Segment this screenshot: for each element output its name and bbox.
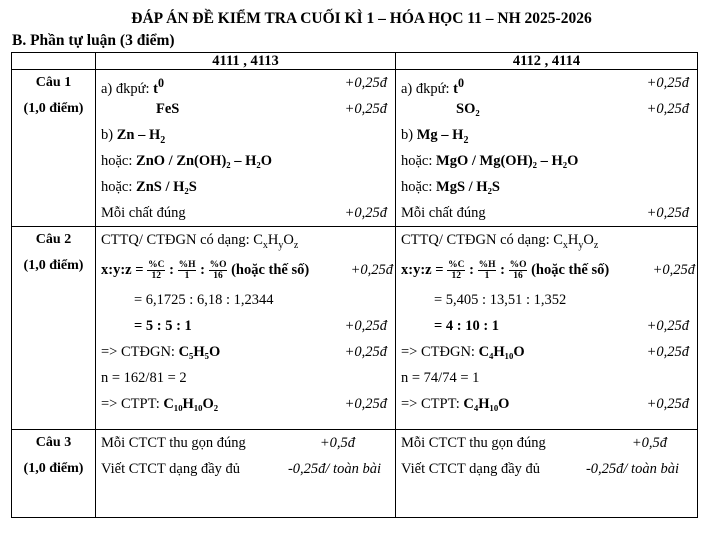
fraction-o (209, 260, 228, 281)
points: +0,25đ (350, 262, 393, 278)
fraction-numerator: %C (148, 260, 165, 271)
condition-value: t (153, 80, 158, 97)
fraction-numerator: %C (448, 260, 465, 271)
fraction-numerator: %H (178, 260, 196, 271)
fraction-o (509, 260, 528, 281)
section-title: B. Phần tự luận (3 điểm) (12, 32, 175, 49)
product-formula: SO₂ (456, 101, 480, 117)
header-empty-cell (12, 53, 96, 70)
each-correct-text: Mỗi chất đúng (401, 205, 486, 221)
ctdgn-formula: C₅H₅O (178, 344, 221, 360)
alt-formula: MgO / Mg(OH)₂ – H₂O (436, 153, 579, 169)
points: +0,25đ (652, 262, 695, 278)
question-score: (1,0 điểm) (23, 258, 84, 273)
general-formula-label: CTTQ/ CTĐGN có dạng: C (101, 232, 263, 248)
ratio-values: = 5,405 : 13,51 : 1,352 (434, 292, 567, 308)
ratio-simplified: = 4 : 10 : 1 (434, 318, 500, 334)
alt-formula: ZnO / Zn(OH)₂ – H₂O (136, 153, 273, 169)
points: +0,5đ (631, 435, 667, 451)
full-ctct-text: Viết CTCT dạng đầy đủ (401, 461, 541, 477)
header-left-codes: 4111 , 4113 (96, 53, 396, 70)
points: +0,25đ (344, 101, 387, 117)
part-b-pair: Mg – H (416, 127, 464, 143)
formula-sub-z: z (293, 239, 299, 251)
points: +0,5đ (319, 435, 355, 451)
question-1-right-answer (396, 70, 698, 227)
formula-sub-x: x (262, 239, 268, 251)
ctdgn-formula: C₄H₁₀O (478, 344, 525, 360)
points: +0,25đ (646, 75, 689, 91)
fraction-denominator: 1 (484, 271, 490, 282)
points: +0,25đ (344, 396, 387, 412)
fraction-denominator: 12 (151, 271, 162, 282)
fraction-denominator: 16 (513, 271, 523, 282)
document-title: ĐÁP ÁN ĐỀ KIỂM TRA CUỐI KÌ 1 – HÓA HỌC 11 – NH 2025-2026 (131, 10, 592, 27)
ratio-simplified: = 5 : 5 : 1 (134, 318, 192, 334)
question-3-label-cell (12, 430, 96, 518)
fraction-h (178, 260, 197, 281)
full-ctct-text: Viết CTCT dạng đầy đủ (101, 461, 241, 477)
question-1-row (12, 70, 698, 227)
points: +0,25đ (646, 205, 689, 221)
question-3-right-answer (396, 430, 698, 518)
fraction-c (447, 260, 465, 281)
fraction-c (147, 260, 165, 281)
formula-h: H (567, 232, 579, 248)
answer-table (11, 52, 698, 518)
points: +0,25đ (646, 318, 689, 334)
points: +0,25đ (344, 344, 387, 360)
fraction-numerator: %O (209, 260, 227, 271)
fraction-numerator: %O (509, 260, 527, 271)
each-ctct-text: Mỗi CTCT thu gọn đúng (401, 435, 546, 451)
ratio-label: x:y:z = (101, 262, 148, 278)
question-2-row (12, 227, 698, 430)
question-label: Câu 1 (35, 75, 72, 90)
alt-formula: MgS / H₂S (436, 179, 500, 195)
question-3-row (12, 430, 698, 518)
product-formula: FeS (156, 101, 180, 117)
ctdgn-label: => CTĐGN: (101, 344, 179, 360)
points: +0,25đ (344, 205, 387, 221)
condition-label: a) đkpứ: (101, 80, 154, 97)
ratio-label: x:y:z = (401, 262, 448, 278)
question-score: (1,0 điểm) (23, 101, 84, 116)
formula-h: H (267, 232, 279, 248)
question-3-left-answer (96, 430, 396, 518)
formula-o: O (583, 232, 594, 248)
part-b-sub: 2 (160, 134, 166, 146)
condition-label: a) đkpứ: (401, 80, 454, 97)
points: +0,25đ (646, 344, 689, 360)
formula-sub-y: y (578, 239, 584, 251)
condition-sup: 0 (158, 76, 165, 90)
general-formula-label: CTTQ/ CTĐGN có dạng: C (401, 232, 563, 248)
alt-label: hoặc: (401, 153, 437, 169)
alt-label: hoặc: (401, 179, 437, 195)
points: +0,25đ (344, 75, 387, 91)
ratio-values: = 6,1725 : 6,18 : 1,2344 (134, 292, 274, 308)
ctpt-formula: C₁₀H₁₀O₂ (163, 396, 219, 412)
ratio-note: (hoặc thế số) (527, 262, 610, 278)
ctdgn-label: => CTĐGN: (401, 344, 479, 360)
formula-o: O (283, 232, 294, 248)
part-b-label: b) (101, 127, 117, 143)
condition-sup: 0 (458, 76, 465, 90)
points: +0,25đ (646, 101, 689, 117)
question-1-left-answer (96, 70, 396, 227)
n-calculation: n = 74/74 = 1 (401, 370, 480, 386)
fraction-h (478, 260, 497, 281)
formula-sub-z: z (593, 239, 599, 251)
penalty: -0,25đ/ toàn bài (287, 461, 381, 477)
question-score: (1,0 điểm) (23, 461, 84, 476)
each-correct-text: Mỗi chất đúng (101, 205, 186, 221)
each-ctct-text: Mỗi CTCT thu gọn đúng (101, 435, 246, 451)
n-calculation: n = 162/81 = 2 (101, 370, 187, 386)
fraction-denominator: 1 (184, 271, 190, 282)
alt-label: hoặc: (101, 179, 137, 195)
ratio-note: (hoặc thế số) (227, 262, 310, 278)
ctpt-formula: C₄H₁₀O (463, 396, 510, 412)
question-2-label-cell (12, 227, 96, 430)
header-row (12, 53, 698, 70)
part-b-sub: 2 (463, 134, 469, 146)
alt-label: hoặc: (101, 153, 137, 169)
question-2-right-answer: CTTQ/ CTĐGN có dạng: $C_xH_yO_z$ x:y:z = $\frac{\%C}{12}$ : $\frac{\%H}{1}$ : $\frac{\%O}{16}$ (hoặc thế số) +0,25đ = 5,405 : 13,51 : 1,352 = 4 : 10 : 1 +0,25đ => CTĐGN: C₄H₁₀O +0,25đ n = 74/74 = 1 => CTPT: C₄H₁₀O +0,25đ (396, 227, 698, 430)
part-b-label: b) (401, 127, 417, 143)
question-1-label-cell (12, 70, 96, 227)
fraction-numerator: %H (478, 260, 496, 271)
condition-value: t (453, 80, 458, 97)
question-label: Câu 3 (35, 435, 72, 450)
fraction-denominator: 16 (213, 271, 223, 282)
penalty: -0,25đ/ toàn bài (585, 461, 679, 477)
ctpt-label: => CTPT: (401, 396, 464, 412)
part-b-pair: Zn – H (116, 127, 161, 143)
fraction-denominator: 12 (451, 271, 462, 282)
question-2-left-answer: CTTQ/ CTĐGN có dạng: $C_xH_yO_z$ x:y:z = $\frac{\%C}{12}$ : $\frac{\%H}{1}$ : $\frac{\%O}{16}$ (hoặc thế số) +0,25đ = 6,1725 : 6,18 : 1,2344 = 5 : 5 : 1 +0,25đ => CTĐGN: C₅H₅O +0,25đ n = 162/81 = 2 => CTPT: C₁₀H₁₀O₂ +0,25đ (96, 227, 396, 430)
points: +0,25đ (646, 396, 689, 412)
alt-formula: ZnS / H₂S (136, 179, 197, 195)
header-right-codes: 4112 , 4114 (396, 53, 698, 70)
formula-sub-x: x (562, 239, 568, 251)
formula-sub-y: y (278, 239, 284, 251)
ctpt-label: => CTPT: (101, 396, 164, 412)
question-label: Câu 2 (35, 232, 72, 247)
points: +0,25đ (344, 318, 387, 334)
